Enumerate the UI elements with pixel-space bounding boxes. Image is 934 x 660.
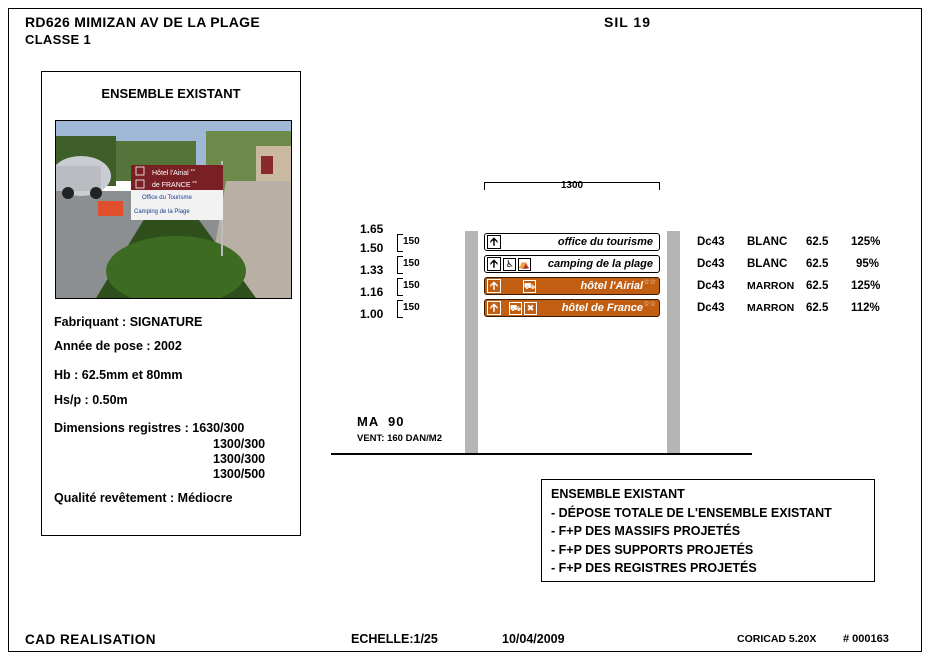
- spec-ratio: 125%: [851, 236, 881, 248]
- stars-icon: ☆☆: [643, 279, 656, 286]
- spacing-label: 150: [403, 280, 420, 291]
- spec-hb: 62.5: [806, 280, 829, 292]
- sign-text: camping de la plage: [547, 258, 653, 270]
- spec-film: MARRON: [747, 302, 795, 314]
- dimensions-value: 1300/300: [213, 437, 266, 451]
- left-post: [465, 231, 478, 453]
- spec-code: Dc43: [697, 258, 725, 270]
- arrow-up-icon: 🡩: [487, 235, 501, 249]
- hb-text: Hb : 62.5mm et 80mm: [54, 368, 183, 382]
- spec-hb: 62.5: [806, 236, 829, 248]
- hotel-bed-icon: ⛟: [523, 280, 536, 291]
- height-label: 1.33: [360, 263, 384, 277]
- sign-text: hôtel l'Airial: [580, 280, 643, 292]
- spacing-label: 150: [403, 302, 420, 313]
- right-post: [667, 231, 680, 453]
- sil-label: SIL 19: [604, 14, 651, 30]
- dimensions-text: Dimensions registres : 1630/300: [54, 421, 245, 435]
- spacing-label: 150: [403, 258, 420, 269]
- company-label: CAD REALISATION: [25, 632, 156, 647]
- notes-line: - F+P DES SUPPORTS PROJETÉS: [551, 542, 754, 557]
- sign-text: hôtel de France: [561, 302, 643, 314]
- class-label: CLASSE 1: [25, 32, 91, 47]
- notes-line: - F+P DES REGISTRES PROJETÉS: [551, 561, 757, 576]
- photo-sign-camping: Camping de la Plage: [134, 209, 190, 215]
- arrow-up-icon: 🡩: [487, 279, 501, 293]
- site-photo: [55, 120, 292, 299]
- photo-sign-airial: Hôtel l'Airial ˚˚: [152, 170, 196, 177]
- dimensions-value: 1300/300: [213, 452, 266, 466]
- spacing-label: 150: [403, 236, 420, 247]
- fabricant-text: Fabriquant : SIGNATURE: [54, 315, 203, 329]
- ground-line: [331, 453, 752, 455]
- drawing-number: # 000163: [843, 633, 889, 645]
- sign-hotel-airial: [484, 277, 660, 295]
- annee-text: Année de pose : 2002: [54, 339, 182, 353]
- spec-film: BLANC: [747, 236, 788, 248]
- height-label: 1.16: [360, 285, 384, 299]
- massif-label: MA 90: [357, 414, 405, 429]
- scale-label: ECHELLE:1/25: [351, 632, 438, 646]
- spec-film: BLANC: [747, 258, 788, 270]
- software-label: CORICAD 5.20X: [737, 633, 817, 645]
- stars-icon: ☆☆: [643, 301, 656, 308]
- hsp-text: Hs/p : 0.50m: [54, 393, 128, 407]
- height-label: 1.65: [360, 222, 384, 236]
- existing-panel-title: ENSEMBLE EXISTANT: [101, 86, 241, 101]
- arrow-up-icon: 🡩: [487, 257, 501, 271]
- sign-camping: [484, 255, 660, 273]
- spec-film: MARRON: [747, 280, 795, 292]
- height-label: 1.00: [360, 307, 384, 321]
- restaurant-icon: ✖: [524, 302, 537, 315]
- notes-title: ENSEMBLE EXISTANT: [551, 487, 685, 501]
- date-label: 10/04/2009: [502, 632, 565, 646]
- existing-panel: [41, 71, 301, 536]
- sign-office-tourisme: [484, 233, 660, 251]
- dimensions-value: 1300/500: [213, 467, 266, 481]
- project-title: RD626 MIMIZAN AV DE LA PLAGE: [25, 14, 261, 30]
- qualite-text: Qualité revêtement : Médiocre: [54, 491, 233, 505]
- notes-line: - F+P DES MASSIFS PROJETÉS: [551, 524, 741, 539]
- spec-code: Dc43: [697, 236, 725, 248]
- notes-box: [541, 479, 875, 582]
- height-label: 1.50: [360, 241, 384, 255]
- tent-icon: ⛺: [518, 258, 531, 269]
- spec-hb: 62.5: [806, 258, 829, 270]
- sign-hotel-france: [484, 299, 660, 317]
- spec-ratio: 125%: [851, 280, 881, 292]
- spec-hb: 62.5: [806, 302, 829, 314]
- notes-line: - DÉPOSE TOTALE DE L'ENSEMBLE EXISTANT: [551, 505, 832, 520]
- sign-text: office du tourisme: [557, 236, 653, 248]
- photo-sign-office: Office du Tourisme: [142, 195, 192, 201]
- spec-ratio: 95%: [856, 258, 880, 270]
- wind-label: VENT: 160 DAN/M2: [357, 433, 442, 444]
- spec-code: Dc43: [697, 302, 725, 314]
- accessibility-icon: ♿: [503, 258, 516, 271]
- photo-sign-france: de FRANCE ˚˚: [152, 182, 198, 189]
- width-dimension-label: 1300: [560, 180, 584, 191]
- arrow-up-icon: 🡩: [487, 301, 501, 315]
- hotel-bed-icon: ⛟: [509, 302, 522, 313]
- spec-ratio: 112%: [851, 302, 880, 314]
- spec-code: Dc43: [697, 280, 725, 292]
